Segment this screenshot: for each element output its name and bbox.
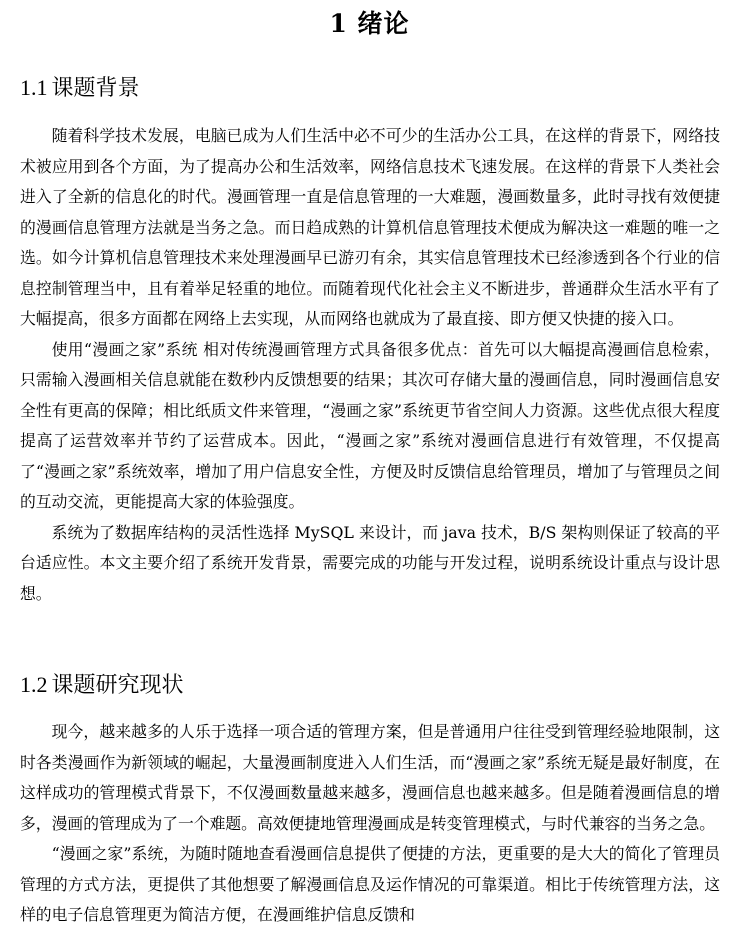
section-body-background <box>20 121 720 609</box>
section-heading-research-status <box>20 670 184 701</box>
paragraph: “漫画之家”系统，为随时随地查看漫画信息提供了便捷的方法，更重要的是大大的简化了管理员管理的方式方法，更提供了其他想要了解漫画信息及运作情况的可靠渠道。相比于传统管理方法，这样的电子信息管理更为简洁方便，在漫画维护信息反馈和 <box>20 844 720 924</box>
section-number: 1.2 <box>20 672 48 697</box>
section-heading-background <box>20 73 140 104</box>
paragraph: 随着科学技术发展，电脑已成为人们生活中必不可少的生活办公工具，在这样的背景下，网络技术被应用到各个方面，为了提高办公和生活效率，网络信息技术飞速发展。在这样的背景下人类社会进入了全新的信息化的时代。漫画管理一直是信息管理的一大难题，漫画数量多，此时寻找有效便捷的漫画信息管理方法就是当务之急。而日趋成熟的计算机信息管理技术便成为解决这一难题的唯一之选。如今计算机信息管理技术来处理漫画早已游刃有余，其实信息管理技术已经渗透到各个行业的信息控制管理当中，且有着举足轻重的地位。而随着现代化社会主义不断进步，普通群众生活水平有了大幅提高，很多方面都在网络上去实现，从而网络也就成为了最直接、即方便又快捷的接入口。 <box>20 126 720 328</box>
section-title-text: 课题背景 <box>51 76 140 101</box>
section-number: 1.1 <box>20 75 48 100</box>
section-body-research-status <box>20 717 720 931</box>
paragraph: 系统为了数据库结构的灵活性选择 MySQL 来设计，而 java 技术，B/S 架构则保证了较高的平台适应性。本文主要介绍了系统开发背景，需要完成的功能与开发过程，说明系统设计重点与设计思想。 <box>20 522 720 603</box>
paragraph: 现今，越来越多的人乐于选择一项合适的管理方案，但是普通用户往往受到管理经验地限制，这时各类漫画作为新领域的崛起，大量漫画制度进入人们生活，而“漫画之家”系统无疑是最好制度，在这样成功的管理模式背景下，不仅漫画数量越来越多，漫画信息也越来越多。但是随着漫画信息的增多，漫画的管理成为了一个难题。高效便捷地管理漫画成是转变管理模式，与时代兼容的当务之急。 <box>20 722 720 833</box>
section-title-text: 课题研究现状 <box>51 673 184 698</box>
chapter-title: 1 绪论 <box>329 9 410 38</box>
paragraph: 使用“漫画之家”系统 相对传统漫画管理方式具备很多优点：首先可以大幅提高漫画信息检索，只需输入漫画相关信息就能在数秒内反馈想要的结果；其次可存储大量的漫画信息，同时漫画信息安全性有更高的保障；相比纸质文件来管理，“漫画之家”系统更节省空间人力资源。这些优点很大程度提高了运营效率并节约了运营成本。因此，“漫画之家”系统对漫画信息进行有效管理，不仅提高了“漫画之家”系统效率，增加了用户信息安全性，方便及时反馈信息给管理员，增加了与管理员之间的互动交流，更能提高大家的体验强度。 <box>20 339 720 511</box>
